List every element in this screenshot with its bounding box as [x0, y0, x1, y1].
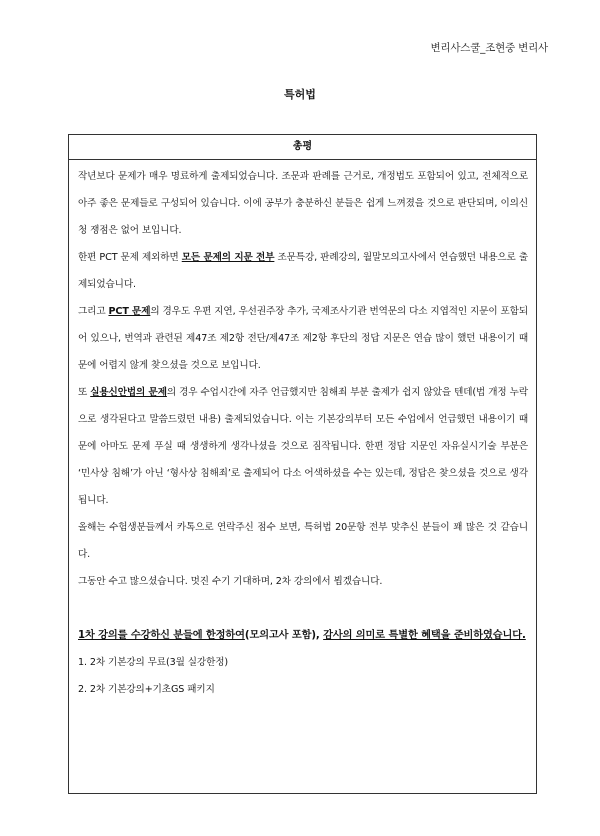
benefit-item-1: 1. 2차 기본강의 무료(3월 실강한정) [78, 657, 229, 668]
benefit-announcement-c: 감사의 의미로 특별한 혜택을 준비하였습니다. [323, 630, 526, 641]
paragraph-4 [78, 379, 528, 514]
paragraph-5: 올해는 수험생분들께서 카톡으로 연락주신 점수 보면, 특허법 20문항 전부 맞추신 분들이 꽤 많은 것 같습니다. [78, 522, 528, 560]
paragraph-2-text-c: 조문특강, 판례강의, 월말모의고사에서 연습했던 내용으로 출제되었습니다. [78, 252, 528, 290]
paragraph-4-text-c: 의 경우 수업시간에 자주 언급했지만 침해죄 부분 출제가 쉽지 않았을 텐데(법 개정 누락으로 생각된다고 말씀드렸던 내용) 출제되었습니다. 이는 기본강의부터 모든 수업에서 언급했던 내용이기 때문에 아마도 문제 푸실 때 생생하게 생각나셨을 것으로 짐작됩니다. 한편 정답 지문인 자유실시기술 부분은 ‘민사상 침해’가 아닌 ‘형사상 침해죄’로 출제되어 다소 어색하셨을 수는 있는데, 정답은 찾으셨을 것으로 생각됩니다. [78, 387, 528, 506]
paragraph-4-text-a: 또 [78, 387, 91, 398]
paragraph-1: 작년보다 문제가 매우 명료하게 출제되었습니다. 조문과 판례를 근거로, 개정법도 포함되어 있고, 전체적으로 아주 좋은 문제들로 구성되어 있습니다. 이에 공부가 충분하신 분들은 쉽게 느껴졌을 것으로 판단되며, 이의신청 쟁점은 없어 보입니다. [78, 171, 528, 236]
paragraph-6: 그동안 수고 많으셨습니다. 멋진 수기 기대하며, 2차 강의에서 뵙겠습니다. [78, 576, 383, 587]
paragraph-2 [78, 244, 528, 298]
review-box [68, 134, 537, 794]
review-box-body [69, 160, 536, 703]
paragraph-3-text-a: 그리고 [78, 306, 109, 317]
paragraph-4-emphasis: 실용신안법의 문제 [90, 387, 167, 398]
author-header: 변리사스쿨_조현중 변리사 [430, 42, 548, 54]
paragraph-2-emphasis: 모든 문제의 지문 전부 [181, 252, 275, 263]
benefit-announcement-a: 1차 강의를 수강하신 분들에 한정하여 [78, 630, 245, 641]
paragraph-3 [78, 298, 528, 379]
review-box-heading: 총평 [69, 135, 536, 160]
paragraph-3-emphasis: PCT 문제 [108, 306, 151, 317]
benefit-item-2: 2. 2차 기본강의+기초GS 패키지 [78, 684, 215, 695]
document-title: 특허법 [284, 88, 316, 101]
paragraph-2-text-a: 한편 PCT 문제 제외하면 [78, 252, 182, 263]
spacer [78, 595, 528, 622]
benefit-announcement-b: (모의고사 포함), [244, 630, 324, 641]
benefit-announcement [78, 622, 528, 649]
paragraph-3-text-c: 의 경우도 우편 지연, 우선권주장 추가, 국제조사기관 번역문의 다소 지엽적인 지문이 포함되어 있으나, 번역과 관련된 제47조 제2항 전단/제47조 제2항 후단의 정답 지문은 연습 많이 했던 내용이기 때문에 어렵지 않게 찾으셨을 것으로 보입니다. [78, 306, 528, 371]
